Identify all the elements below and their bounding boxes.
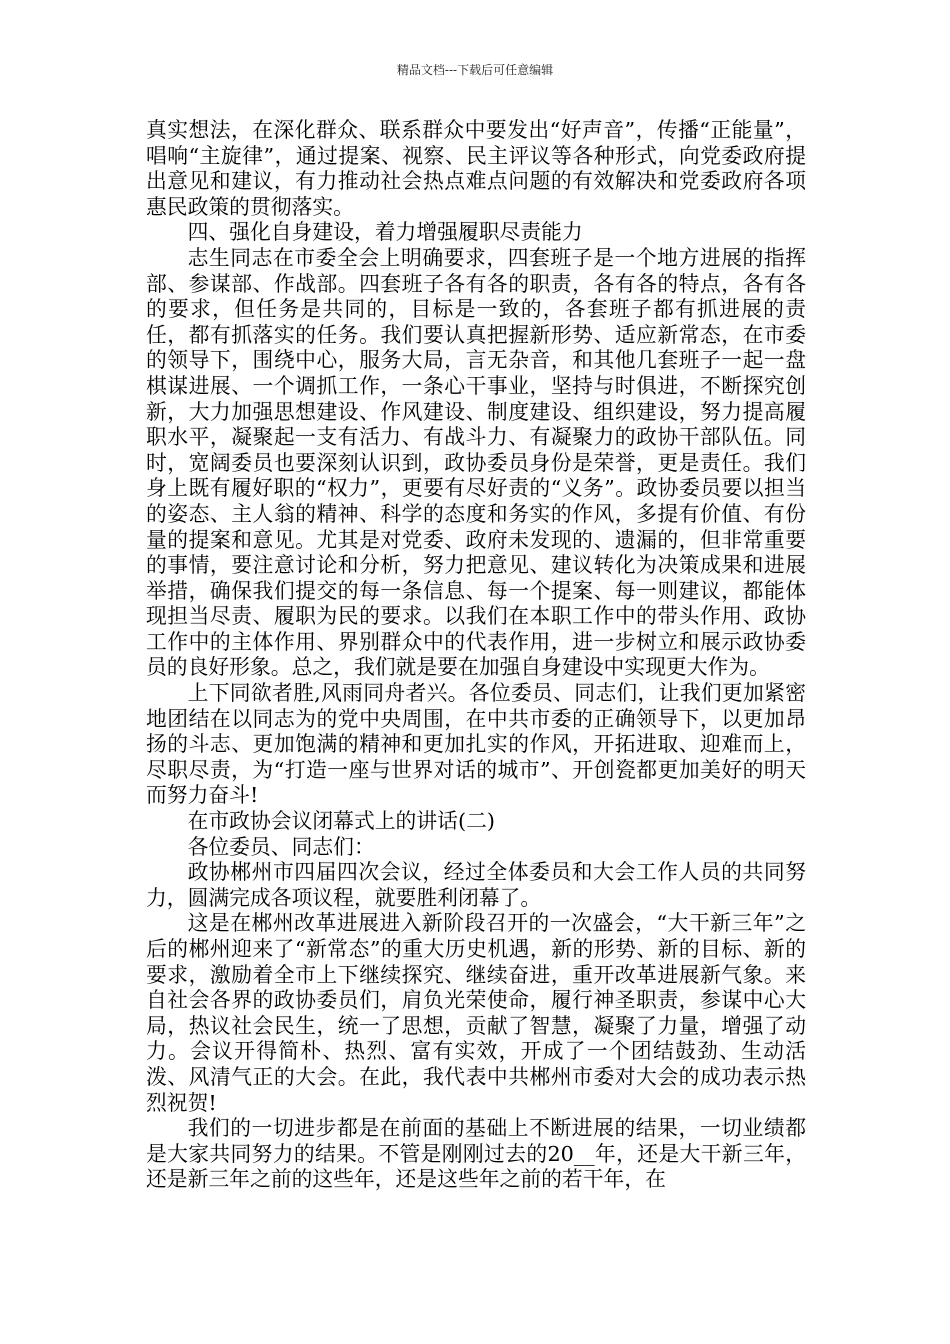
speech-title: 在市政协会议闭幕式上的讲话(二) — [187, 809, 495, 834]
section-heading-4: 四、强化自身建设，着力增强履职尽责能力 — [187, 220, 583, 245]
paragraph-3: 志生同志在市委全会上明确要求，四套班子是一个地方进展的指挥部、参谋部、作战部。四套班子各有各的职责，各有各的特点，各有各的要求，但任务是共同的，目标是一致的，各套班子都有抓进展的责任，都有抓落实的任务。我们要认真把握新形势、适应新常态，在市委的领导下，围绕中心，服务大局，言无杂音，和其他几套班子一起一盘棋谋进展、一个调抓工作，一条心干事业，坚持与时俱进，不断探究创新，大力加强思想建设、作风建设、制度建设、组织建设，努力提高履职水平，凝聚起一支有活力、有战斗力、有凝聚力的政协干部队伍。同时，宽阔委员也要深刻认识到，政协委员身份是荣誉，更是责任。我们身上既有履好职的“权力”，更要有尽好责的“义务”。政协委员要以担当的姿态、主人翁的精神、科学的态度和务实的作风，多提有价值、有份量的提案和意见。尤其是对党委、政府未发现的、遗漏的，但非常重要的事情，要注意讨论和分析，努力把意见、建议转化为决策成果和进展举措，确保我们提交的每一条信息、每一个提案、每一则建议，都能体现担当尽责、履职为民的要求。以我们在本职工作中的带头作用、政协工作中的主体作用、界别群众中的代表作用，进一步树立和展示政协委员的良好形象。总之，我们就是要在加强自身建设中实现更大作为。 — [146, 245, 806, 680]
page-header: 精品文档---下载后可任意编辑 — [396, 63, 554, 77]
paragraph-4: 上下同欲者胜,风雨同舟者兴。各位委员、同志们，让我们更加紧密地团结在以同志为的党中央周围，在中共市委的正确领导下，以更加昂扬的斗志、更加饱满的精神和更加扎实的作风，开拓进取、迎难而上，尽职尽责，为“打造一座与世界对话的城市”、开创瓷都更加美好的明天而努力奋斗! — [146, 681, 806, 808]
paragraph-7: 政协郴州市四届四次会议，经过全体委员和大会工作人员的共同努力，圆满完成各项议程，就要胜利闭幕了。 — [146, 860, 806, 910]
paragraph-1: 真实想法，在深化群众、联系群众中要发出“好声音”，传播“正能量”，唱响“主旋律”，通过提案、视察、民主评议等各种形式，向党委政府提出意见和建议，有力推动社会热点难点问题的有效解决和党委政府各项惠民政策的贯彻落实。 — [146, 118, 806, 219]
paragraph-8: 这是在郴州改革进展进入新阶段召开的一次盛会，“大干新三年”之后的郴州迎来了“新常态”的重大历史机遇，新的形势、新的目标、新的要求，激励着全市上下继续探究、继续奋进，重开改革进展新气象。来自社会各界的政协委员们，肩负光荣使命，履行神圣职责，参谋中心大局，热议社会民生，统一了思想，贡献了智慧，凝聚了力量，增强了动力。会议开得简朴、热烈、富有实效，开成了一个团结鼓劲、生动活泼、风清气正的大会。在此，我代表中共郴州市委对大会的成功表示热烈祝贺! — [146, 911, 806, 1115]
document-body — [146, 118, 806, 1193]
paragraph-9: 我们的一切进步都是在前面的基础上不断进展的结果，一切业绩都是大家共同努力的结果。不管是刚刚过去的20__年，还是大干新三年，还是新三年之前的这些年，还是这些年之前的若干年，在 — [146, 1116, 806, 1192]
salutation: 各位委员、同志们： — [187, 834, 375, 859]
